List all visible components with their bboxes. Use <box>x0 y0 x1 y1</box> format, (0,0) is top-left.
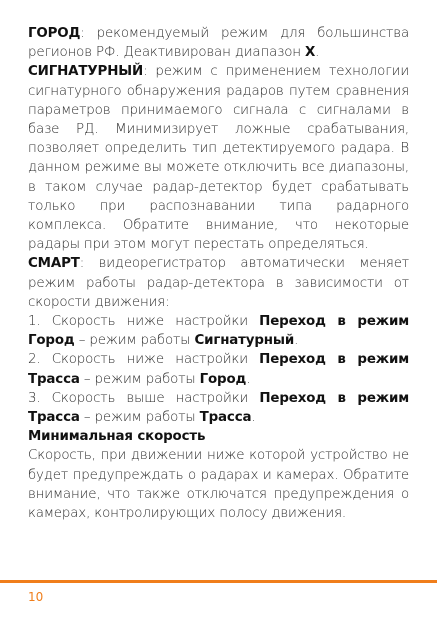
smart-rule-item <box>28 350 409 388</box>
smart-rule-end: . <box>294 333 299 349</box>
manual-text-block <box>28 24 409 523</box>
mode-gorod-term: ГОРОД <box>28 26 81 41</box>
smart-rule-prefix: 2. Скорость ниже настройки <box>28 352 260 368</box>
mode-signaturny-paragraph <box>28 62 409 254</box>
smart-rule-setting: Переход в режим Трасса <box>28 352 409 387</box>
mode-smart-term: СМАРТ <box>28 256 80 272</box>
min-speed-text: Скорость, при движении ниже которой устройство не будет предупреждать о радарах и камерах. Обратите внимание, что также отключатся предупреждения о камерах, контролирующих полосу движения. <box>28 448 409 522</box>
mode-smart-text: : видеорегистратор автоматически меняет режим работы радар-детектора в зависимости от скорости движения: <box>28 256 409 310</box>
mode-signaturny-text: : режим с применением технологии сигнатурного обнаружения радаров путем сравнения параметров принимаемого сигнала с сигналами в базе РД. Минимизирует ложные срабатывания, позволяет определить тип детектируемого радара. В данном режиме вы можете отключить все диапазоны, в таком случае радар-детектор будет срабатывать только при распознавании типа радарного комплекса. Обратите внимание, что некоторые радары при этом могут перестать определяться. <box>28 64 409 253</box>
smart-rule-end: . <box>251 410 256 426</box>
smart-rule-middle: – режим работы <box>79 410 200 426</box>
mode-gorod-end: . <box>315 45 320 61</box>
smart-rule-prefix: 3. Скорость выше настройки <box>28 390 260 406</box>
footer-divider <box>0 580 437 583</box>
mode-smart-paragraph <box>28 254 409 312</box>
smart-rule-end: . <box>246 371 251 387</box>
smart-rule-middle: – режим работы <box>74 333 195 349</box>
smart-rule-item <box>28 389 409 427</box>
min-speed-heading: Минимальная скорость <box>28 429 206 445</box>
mode-gorod-paragraph <box>28 24 409 62</box>
smart-rule-item <box>28 312 409 350</box>
smart-rule-setting: Переход в режим Город <box>28 314 409 349</box>
smart-rule-setting: Переход в режим Трасса <box>28 390 409 426</box>
page-number: 10 <box>28 590 44 604</box>
smart-rule-mode: Город <box>199 371 247 387</box>
smart-rule-middle: – режим работы <box>79 371 200 387</box>
smart-rule-mode: Трасса <box>199 410 252 426</box>
smart-rule-mode: Сигнатурный <box>194 333 295 349</box>
mode-signaturny-term: СИГНАТУРНЫЙ <box>28 64 144 80</box>
mode-gorod-text: : рекомендуемый режим для большинства регионов РФ. Деактивирован диапазон <box>28 26 409 61</box>
smart-rule-prefix: 1. Скорость ниже настройки <box>28 314 260 330</box>
disabled-band-label: X <box>304 45 316 61</box>
